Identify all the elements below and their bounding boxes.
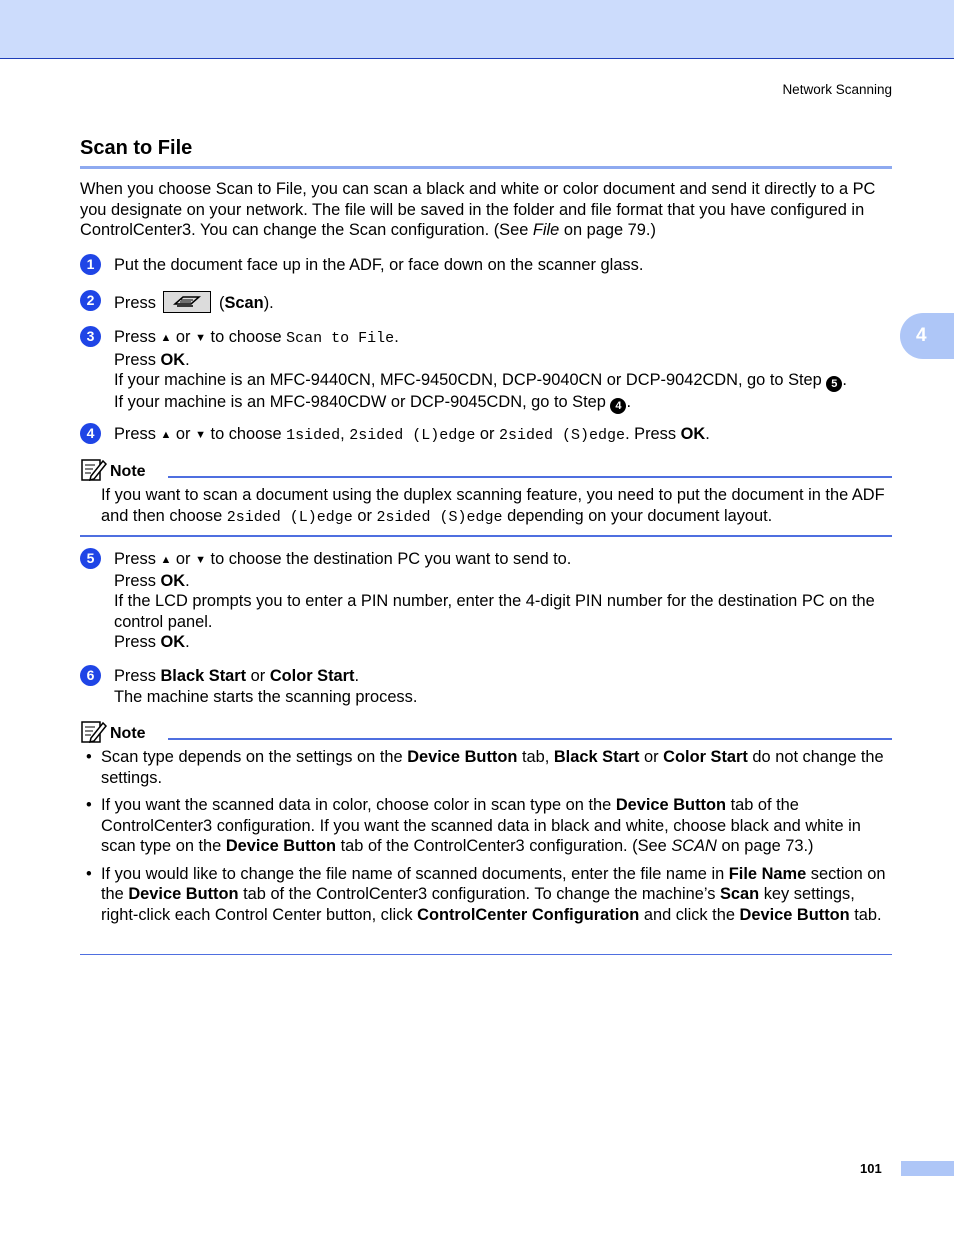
note-2-list [86, 747, 892, 932]
note-1-bottom-rule [80, 535, 892, 537]
step-1-number: 1 [80, 254, 101, 275]
intro-reference: File [532, 221, 560, 239]
ok-key-label: OK [680, 425, 706, 443]
note-2-bullet-3: • If you would like to change the file name of scanned documents, enter the file name in File Name section on the Device Button tab of the ControlCenter3 configuration. To change the machine’s Scan key settings, right-click each Control Center button, click ControlCenter Configuration and click the Device Button tab. [86, 864, 886, 924]
note-2-bullet-2: • If you want the scanned data in color, choose color in scan type on the Device Button tab of the ControlCenter3 configuration. If you want the scanned data in black and white, choose black and white in scan type on the Device Button tab of the ControlCenter3 configuration. (See SCAN on page 73.) [86, 796, 861, 855]
note-2-rule [168, 738, 892, 740]
step-6-result: The machine starts the scanning process. [114, 687, 418, 706]
up-arrow-icon: ▲ [160, 429, 172, 441]
pin-instruction: If the LCD prompts you to enter a PIN number, enter the 4-digit PIN number for the destination PC on the control panel. [114, 592, 875, 631]
step-ref-5: 5 [826, 376, 842, 392]
up-arrow-icon: ▲ [160, 554, 172, 566]
note-2-label: Note [110, 725, 146, 742]
page-number: 101 [860, 1161, 882, 1176]
note-1-header [80, 458, 892, 484]
note-2-bottom-rule [80, 954, 892, 955]
step-1-text: Put the document face up in the ADF, or face down on the scanner glass. [114, 256, 644, 274]
note-pencil-icon [81, 720, 107, 750]
title-rule [80, 166, 892, 169]
note-2-bullet-1: • Scan type depends on the settings on the Device Button tab, Black Start or Color Start do not change the settings. [86, 748, 884, 787]
ok-key-label: OK [160, 350, 186, 369]
ok-key-label: OK [160, 571, 186, 590]
step-3-text: Press ▲ or ▼ to choose Scan to File. Press OK. If your machine is an MFC-9440CN, MFC-9450CDN, DCP-9040CN or DCP-9042CDN, go to Step 5 . If your machine is an MFC-9840CDW or DCP-9045CDN, go to Step 4 . [114, 328, 847, 412]
intro-text: When you choose Scan to File, you can scan a black and white or color document and send it directly to a PC you designate on your network. The file will be saved in the folder and file format that you have configured in ControlCenter3. You can change the Scan configuration. (See [80, 180, 876, 239]
menu-option-2sided-l: 2sided (L)edge [349, 427, 476, 444]
chapter-tab: 4 [900, 313, 954, 359]
menu-option-1sided: 1sided [286, 427, 341, 444]
running-head: Network Scanning [782, 82, 892, 97]
menu-option-2sided-s: 2sided (S)edge [376, 508, 503, 526]
scan-button-icon [163, 291, 211, 313]
menu-option-2sided-s: 2sided (S)edge [499, 427, 626, 444]
scan-key-label: Scan [224, 294, 264, 312]
ok-key-label: OK [160, 633, 186, 651]
step-4-text: Press ▲ or ▼ to choose 1sided, 2sided (L)edge or 2sided (S)edge. Press OK. [114, 425, 710, 444]
note-1-label: Note [110, 463, 146, 480]
header-band [0, 0, 954, 59]
step-5-text: Press ▲ or ▼ to choose the destination PC you want to send to. Press OK. If the LCD prompts you to enter a PIN number, enter the 4-digit PIN number for the destination PC on the control panel. Press OK. [114, 549, 892, 653]
note-2-header [80, 720, 892, 746]
step-6-number: 6 [80, 665, 101, 686]
down-arrow-icon: ▼ [195, 332, 206, 344]
step-2-number: 2 [80, 290, 101, 311]
page-title: Scan to File [80, 137, 193, 159]
step-4-number: 4 [80, 423, 101, 444]
menu-option: Scan to File [286, 330, 395, 347]
step-6-text: Press Black Start or Color Start. The machine starts the scanning process. [114, 666, 892, 707]
step-5-number: 5 [80, 548, 101, 569]
down-arrow-icon: ▼ [195, 429, 206, 441]
step-3-number: 3 [80, 326, 101, 347]
page-number-bar [901, 1161, 954, 1176]
intro-paragraph [80, 179, 892, 241]
menu-option-2sided-l: 2sided (L)edge [226, 508, 353, 526]
black-start-label: Black Start [160, 667, 247, 685]
intro-text-end: on page 79.) [559, 221, 656, 239]
note-pencil-icon [81, 458, 107, 488]
note-1-text: If you want to scan a document using the duplex scanning feature, you need to put the document in the ADF and then choose 2sided (L)edge or 2sided (S)edge depending on your document layout. [101, 486, 885, 526]
note-1-rule [168, 476, 892, 478]
step-2-text: Press (Scan). [114, 291, 892, 314]
step-ref-4: 4 [610, 398, 626, 414]
down-arrow-icon: ▼ [195, 554, 206, 566]
up-arrow-icon: ▲ [160, 332, 172, 344]
color-start-label: Color Start [269, 667, 355, 685]
